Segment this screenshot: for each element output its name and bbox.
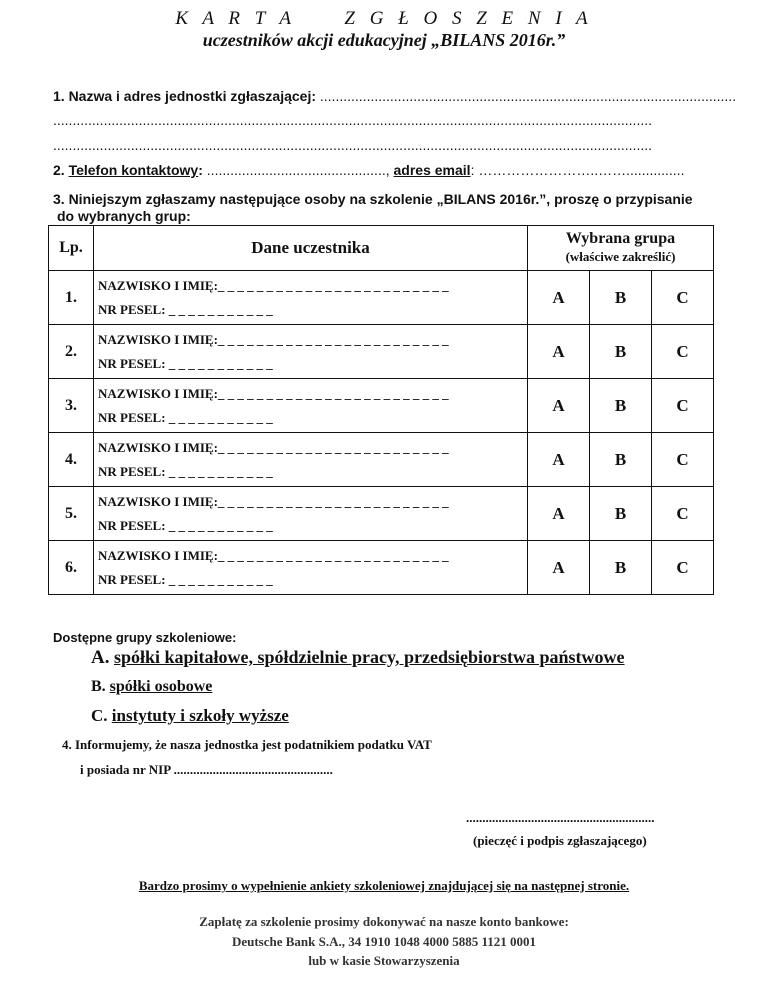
group-option-a[interactable]: A (528, 271, 590, 325)
col-grupa-header (528, 226, 714, 271)
form-subtitle: uczestników akcji edukacyjnej „BILANS 2016r.” (202, 30, 566, 50)
table-header-row (49, 226, 714, 271)
table-row (49, 379, 714, 433)
email-field[interactable]: : ……………………..……............... (470, 162, 685, 178)
group-b-letter: B. (91, 678, 106, 695)
table-row (49, 271, 714, 325)
payment-line-3: lub w kasie Stowarzyszenia (308, 953, 460, 968)
section3-text-1: 3. Niniejszym zgłaszamy następujące osoby na szkolenie „BILANS 2016r.”, proszę o przypisanie (53, 191, 693, 207)
group-option-b[interactable]: B (590, 487, 652, 541)
participant-pesel-field[interactable]: NR PESEL: _ _ _ _ _ _ _ _ _ _ _ (98, 301, 273, 317)
contact-num: 2. (53, 162, 65, 178)
participant-cell (94, 379, 528, 433)
group-option-a[interactable]: A (528, 379, 590, 433)
unit-name-field[interactable]: ........................................................................................................... (319, 88, 737, 104)
group-option-c[interactable]: C (652, 541, 714, 595)
signature-field[interactable]: .......................................................... (466, 810, 655, 825)
group-option-b[interactable]: B (590, 271, 652, 325)
group-c (91, 706, 289, 726)
participant-pesel-field[interactable]: NR PESEL: _ _ _ _ _ _ _ _ _ _ _ (98, 409, 273, 425)
group-a-letter: A. (91, 647, 110, 668)
participant-name-field[interactable]: NAZWISKO I IMIĘ:_ _ _ _ _ _ _ _ _ _ _ _ _ _ _ _ _ _ _ _ _ _ _ _ (98, 331, 449, 347)
participant-pesel-field[interactable]: NR PESEL: _ _ _ _ _ _ _ _ _ _ _ (98, 463, 273, 479)
group-option-c[interactable]: C (652, 487, 714, 541)
unit-address-field-2[interactable]: .......................................................................................................................................................... (53, 137, 653, 153)
group-b (91, 678, 212, 696)
row-lp: 1. (49, 271, 94, 325)
table-row (49, 325, 714, 379)
table-row (49, 487, 714, 541)
participant-name-field[interactable]: NAZWISKO I IMIĘ:_ _ _ _ _ _ _ _ _ _ _ _ _ _ _ _ _ _ _ _ _ _ _ _ (98, 439, 449, 455)
group-c-text: instytuty i szkoły wyższe (111, 706, 289, 725)
group-c-letter: C. (91, 706, 108, 725)
col-lp-header: Lp. (49, 226, 94, 271)
participant-cell (94, 541, 528, 595)
participant-pesel-field[interactable]: NR PESEL: _ _ _ _ _ _ _ _ _ _ _ (98, 355, 273, 371)
phone-field[interactable]: .............................................., (202, 162, 390, 178)
section3-text-2: do wybranych grup: (57, 208, 191, 224)
phone-label: Telefon kontaktowy (68, 162, 199, 178)
group-option-b[interactable]: B (590, 379, 652, 433)
participant-pesel-field[interactable]: NR PESEL: _ _ _ _ _ _ _ _ _ _ _ (98, 571, 273, 587)
groups-heading: Dostępne grupy szkoleniowe: (53, 630, 237, 645)
table-row (49, 433, 714, 487)
participant-name-field[interactable]: NAZWISKO I IMIĘ:_ _ _ _ _ _ _ _ _ _ _ _ _ _ _ _ _ _ _ _ _ _ _ _ (98, 385, 449, 401)
participant-cell (94, 433, 528, 487)
row-lp: 2. (49, 325, 94, 379)
group-option-c[interactable]: C (652, 379, 714, 433)
group-a (91, 647, 625, 669)
participant-name-field[interactable]: NAZWISKO I IMIĘ:_ _ _ _ _ _ _ _ _ _ _ _ _ _ _ _ _ _ _ _ _ _ _ _ (98, 547, 449, 563)
unit-address-field-1[interactable]: .......................................................................................................................................................... (53, 112, 653, 128)
payment-line-1: Zapłatę za szkolenie prosimy dokonywać na nasze konto bankowe: (199, 914, 569, 929)
form-title: K A R T A Z G Ł O S Z E N I A (175, 8, 593, 29)
group-option-c[interactable]: C (652, 433, 714, 487)
group-option-a[interactable]: A (528, 433, 590, 487)
col-grupa-note: (właściwe zakreślić) (565, 249, 676, 264)
nip-field[interactable]: i posiada nr NIP ................................................. (80, 762, 333, 777)
group-option-c[interactable]: C (652, 271, 714, 325)
group-option-b[interactable]: B (590, 433, 652, 487)
col-dane-header: Dane uczestnika (94, 226, 528, 271)
participant-cell (94, 487, 528, 541)
participants-table (48, 225, 714, 595)
group-option-b[interactable]: B (590, 325, 652, 379)
col-grupa-title: Wybrana grupa (565, 230, 676, 247)
group-b-text: spółki osobowe (109, 678, 213, 695)
participant-name-field[interactable]: NAZWISKO I IMIĘ:_ _ _ _ _ _ _ _ _ _ _ _ _ _ _ _ _ _ _ _ _ _ _ _ (98, 277, 449, 293)
payment-line-2: Deutsche Bank S.A., 34 1910 1048 4000 5885 1121 0001 (231, 934, 537, 949)
contact-line: 2. Telefon kontaktowy: .............................................., adres email: ……………………..……............... (53, 162, 685, 178)
survey-request: Bardzo prosimy o wypełnienie ankiety szkoleniowej znajdującej się na następnej stronie. (138, 878, 630, 893)
group-option-c[interactable]: C (652, 325, 714, 379)
unit-name-label: 1. Nazwa i adres jednostki zgłaszającej: (53, 88, 316, 104)
row-lp: 6. (49, 541, 94, 595)
participant-pesel-field[interactable]: NR PESEL: _ _ _ _ _ _ _ _ _ _ _ (98, 517, 273, 533)
group-option-a[interactable]: A (528, 325, 590, 379)
signature-label: (pieczęć i podpis zgłaszającego) (473, 833, 647, 848)
participant-cell (94, 271, 528, 325)
vat-text: 4. Informujemy, że nasza jednostka jest podatnikiem podatku VAT (62, 737, 432, 752)
participant-cell (94, 325, 528, 379)
table-row (49, 541, 714, 595)
group-option-a[interactable]: A (528, 541, 590, 595)
email-label: adres email (393, 162, 471, 178)
group-option-a[interactable]: A (528, 487, 590, 541)
participant-name-field[interactable]: NAZWISKO I IMIĘ:_ _ _ _ _ _ _ _ _ _ _ _ _ _ _ _ _ _ _ _ _ _ _ _ (98, 493, 449, 509)
row-lp: 4. (49, 433, 94, 487)
unit-name-line (53, 88, 736, 104)
group-option-b[interactable]: B (590, 541, 652, 595)
row-lp: 3. (49, 379, 94, 433)
row-lp: 5. (49, 487, 94, 541)
group-a-text: spółki kapitałowe, spółdzielnie pracy, przedsiębiorstwa państwowe (113, 647, 625, 667)
